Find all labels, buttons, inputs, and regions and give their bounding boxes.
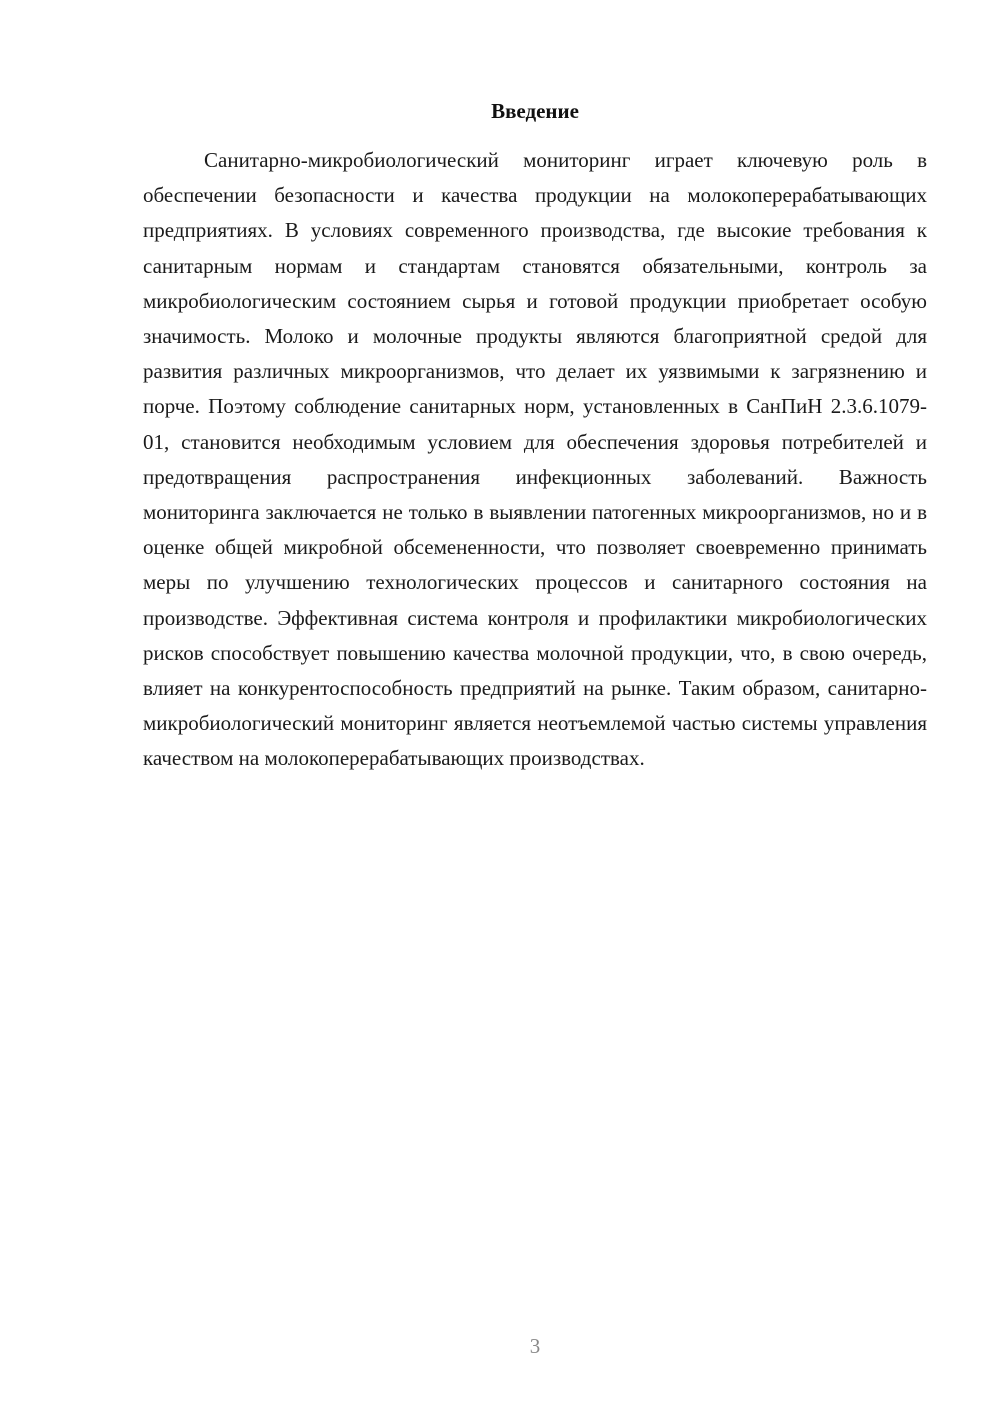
section-title: Введение xyxy=(491,99,579,123)
page-number: 3 xyxy=(529,1334,541,1358)
body-paragraph: Санитарно-микробиологический мониторинг играет ключевую роль в обеспечении безопасности и качества продукции на молокоперерабатывающих предприятиях. В условиях современного производства, где высокие требования к санитарным нормам и стандартам становятся обязательными, контроль за микробиологическим состоянием сырья и готовой продукции приобретает особую значимость. Молоко и молочные продукты являются благоприятной средой для развития различных микроорганизмов, что делает их уязвимыми к загрязнению и порче. Поэтому соблюдение санитарных норм, установленных в СанПиН 2.3.6.1079-01, становится необходимым условием для обеспечения здоровья потребителей и предотвращения распространения инфекционных заболеваний. Важность мониторинга заключается не только в выявлении патогенных микроорганизмов, но и в оценке общей микробной обсемененности, что позволяет своевременно принимать меры по улучшению технологических процессов и санитарного состояния на производстве. Эффективная система контроля и профилактики микробиологических рисков способствует повышению качества молочной продукции, что, в свою очередь, влияет на конкурентоспособность предприятий на рынке. Таким образом, санитарно-микробиологический мониторинг является неотъемлемой частью системы управления качеством на молокоперерабатывающих производствах. xyxy=(143,148,927,771)
